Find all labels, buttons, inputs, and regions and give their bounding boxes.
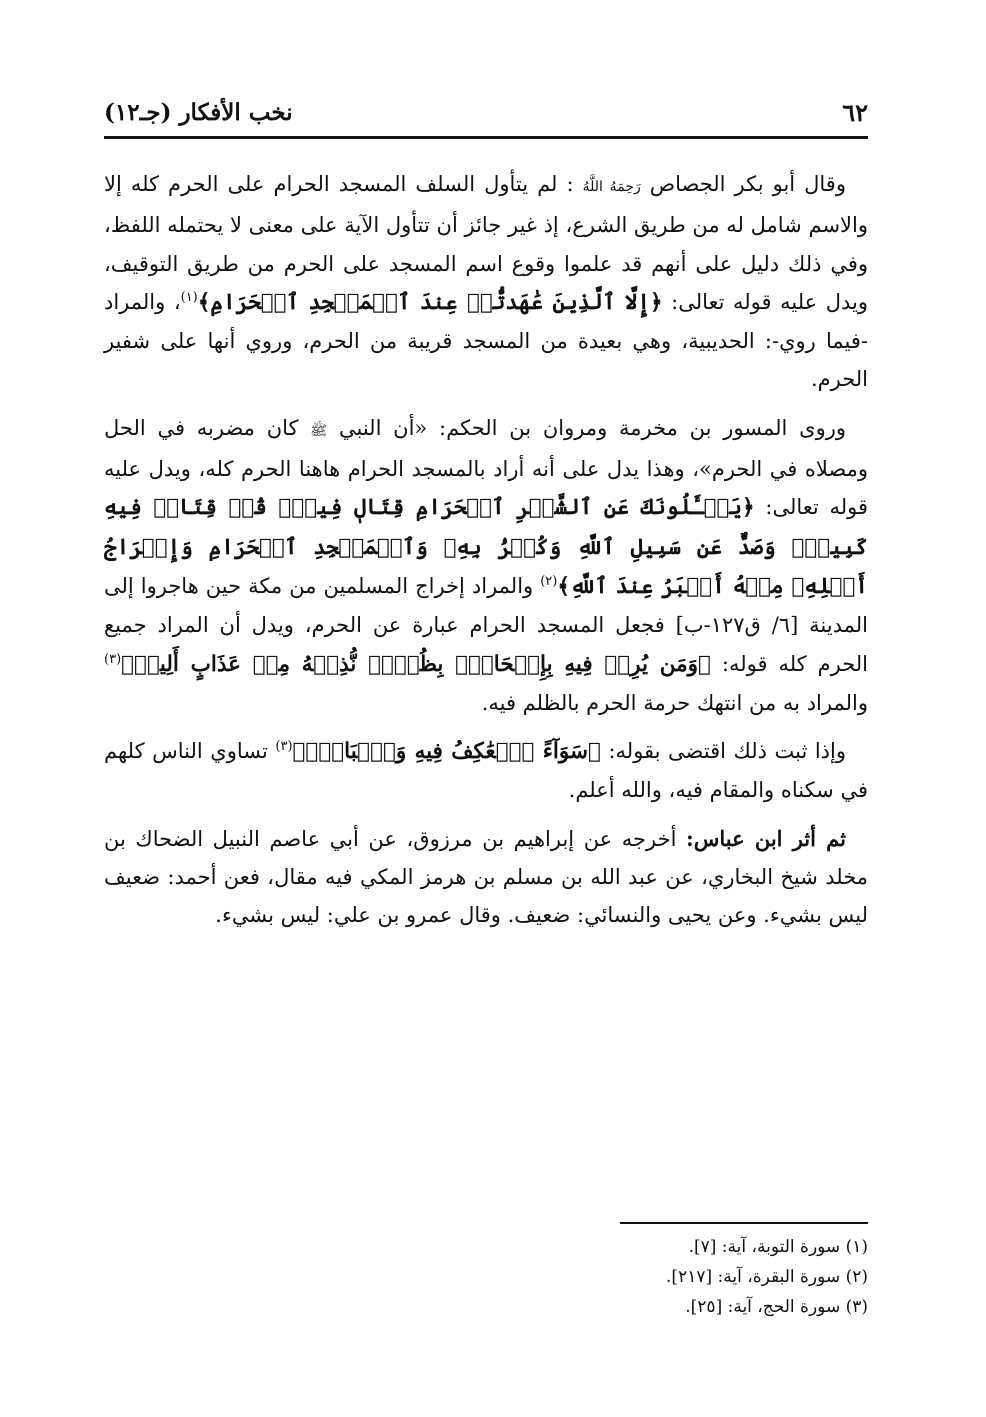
text-run: وروى المسور بن مخرمة ومروان بن الحكم: «أن النبي <box>339 415 846 440</box>
text-run: كان مضربه في الحل ومصلاه في الحرم»، وهذا يدل على أنه أراد بالمسجد الحرام هاهنا الحرم كله، ويدل عليه قوله تعالى: <box>104 415 869 520</box>
footnote: (٣) سورة الحج، آية: [٢٥]. <box>685 1297 868 1317</box>
text-run: تساوي الناس كلهم في سكناه والمقام فيه، والله أعلم. <box>104 739 868 803</box>
book-title: نخب الأفكار (جـ١٢) <box>104 98 293 126</box>
page-number: ٦٢ <box>842 97 868 127</box>
text-run: والمراد به من انتهك حرمة الحرم بالظلم فيه. <box>481 690 868 715</box>
footnote-divider <box>620 1222 868 1224</box>
text-run: : لم يتأول السلف المسجد الحرام على الحرم كله إلا والاسم شامل له من طريق الشرع، إذ غير جائز أن تتأول الآية على معنى لا يحتمله اللفظ، وفي ذلك دليل على أنهم قد علموا وقوع اسم المسجد على الحرم من طريق التوقيف، ويدل عليه قوله تعالى: <box>104 172 868 314</box>
footnote: (١) سورة التوبة، آية: [٧]. <box>688 1237 868 1257</box>
footnotes <box>104 1222 868 1322</box>
honorific-glyph: ﷺ <box>310 422 328 439</box>
paragraph-4 <box>104 820 868 935</box>
honorific-glyph: رَحِمَهُ اللَّهُ <box>582 179 641 195</box>
quran-verse: ﴿يَسۡـَٔلُونَكَ عَنِ ٱلشَّهۡرِ ٱلۡحَرَامِ قِتَالٖ فِيهِۖ قُلۡ قِتَالٞ فِيهِ كَبِيرٞۚ وَصَدٌّ عَن سَبِيلِ ٱللَّهِ وَكُفۡرُۢ بِهِۦ وَٱلۡمَسۡجِدِ ٱلۡحَرَامِ وَإِخۡرَاجُ أَهۡلِهِۦ مِنۡهُ أَكۡبَرُ عِندَ ٱللَّهِ﴾ <box>104 495 868 599</box>
footnote-marker: (٣) <box>275 739 293 755</box>
paragraph-2 <box>104 409 868 722</box>
text-run: وقال أبو بكر الجصاص <box>649 172 846 196</box>
main-text <box>104 165 868 935</box>
text-run: ، والمراد -فيما روي-: الحديبية، وهي بعيدة من المسجد قريبة من الحرم، وروي أنها على شفير الحرم. <box>104 289 868 392</box>
text-run: أخرجه عن إبراهيم بن مرزوق، عن أبي عاصم النبيل الضحاك بن مخلد شيخ البخاري، عن عبد الله بن مسلم بن هرمز المكي فيه مقال، فعن أحمد: ضعيف ليس بشيء. وعن يحيى والنسائي: ضعيف. وقال عمرو بن علي: ليس بشيء. <box>104 826 868 928</box>
section-lead: ثم أثر ابن عباس: <box>686 825 846 851</box>
quran-verse: ﴿إِلَّا ٱلَّذِينَ عَٰهَدتُّمۡ عِندَ ٱلۡمَسۡجِدِ ٱلۡحَرَامِ﴾ <box>197 289 663 315</box>
footnote-marker: (١) <box>180 289 198 305</box>
running-header <box>104 92 868 139</box>
quran-verse: ﴿سَوَآءً ٱلۡعَٰكِفُ فِيهِ وَٱلۡبَادِۚ﴾ <box>292 739 601 765</box>
footnote-marker: (٣) <box>104 651 122 667</box>
text-run: وإذا ثبت ذلك اقتضى بقوله: <box>608 739 846 764</box>
book-page <box>104 92 868 1377</box>
text-run: والمراد إخراج المسلمين من مكة حين هاجروا إلى المدينة [٦/ ق١٢٧-ب] فجعل المسجد الحرام عبارة عن الحرم، ويدل أن المراد جميع الحرم كله قوله: <box>104 573 868 676</box>
paragraph-3 <box>104 732 868 810</box>
paragraph-1 <box>104 165 868 399</box>
footnote-marker: (٢) <box>540 573 558 589</box>
footnote: (٢) سورة البقرة، آية: [٢١٧]. <box>666 1267 868 1287</box>
quran-verse: ﴿وَمَن يُرِدۡ فِيهِ بِإِلۡحَادِۭ بِظُلۡمٖ نُّذِقۡهُ مِنۡ عَذَابٍ أَلِيمٖ﴾ <box>121 651 711 677</box>
